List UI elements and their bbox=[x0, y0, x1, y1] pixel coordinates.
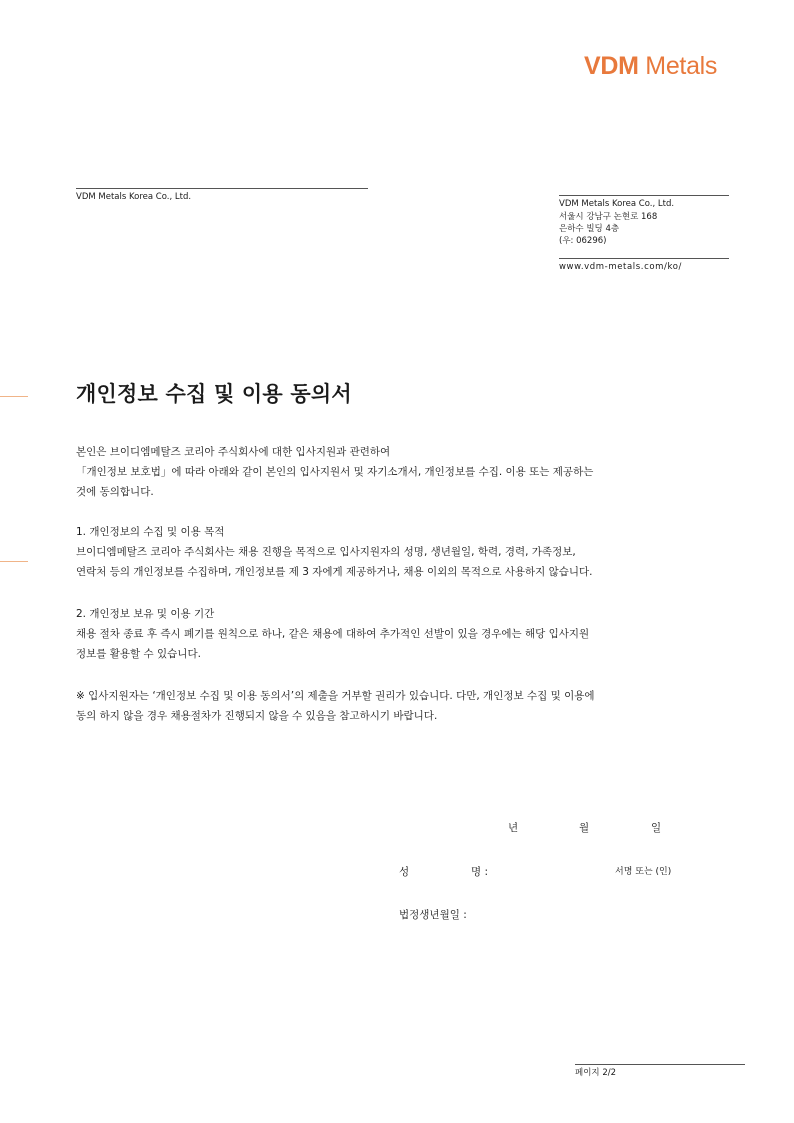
address-line-1: 서울시 강남구 논현로 168 bbox=[559, 212, 658, 222]
website-link[interactable]: www.vdm-metals.com/ko/ bbox=[559, 262, 682, 272]
date-month-label: 월 bbox=[579, 822, 590, 834]
fold-mark-top bbox=[0, 396, 28, 397]
signature-hint: 서명 또는 (인) bbox=[615, 867, 672, 877]
sender-line: VDM Metals Korea Co., Ltd. bbox=[76, 192, 192, 202]
intro-line: 본인은 브이디엠메탈즈 코리아 주식회사에 대한 입사지원과 관련하여 bbox=[76, 446, 391, 458]
note-line: ※ 입사지원자는 ‘개인정보 수집 및 이용 동의서’의 제출을 거부할 권리가 있습니다. 다만, 개인정보 수집 및 이용에 bbox=[76, 690, 595, 702]
name-label-first: 성 bbox=[399, 866, 410, 878]
birthdate-label: 법정생년월일 : bbox=[399, 909, 467, 921]
footer-divider bbox=[575, 1064, 745, 1065]
vdm-metals-logo: VDM Metals bbox=[584, 52, 718, 80]
intro-line: 「개인정보 보호법」에 따라 아래와 같이 본인의 입사지원서 및 자기소개서, 개인정보를 수집. 이용 또는 제공하는 bbox=[76, 466, 594, 478]
section-1-line: 브이디엠메탈즈 코리아 주식회사는 채용 진행을 목적으로 입사지원자의 성명, 생년월일, 학력, 경력, 가족정보, bbox=[76, 546, 576, 558]
section-2-heading: 2. 개인정보 보유 및 이용 기간 bbox=[76, 608, 215, 620]
address-line-2: 은하수 빌딩 4층 bbox=[559, 224, 620, 234]
address-company: VDM Metals Korea Co., Ltd. bbox=[559, 199, 675, 209]
sender-divider bbox=[76, 188, 368, 189]
section-1-heading: 1. 개인정보의 수집 및 이용 목적 bbox=[76, 526, 225, 538]
fold-mark-middle bbox=[0, 561, 28, 562]
consent-body bbox=[76, 442, 716, 726]
address-bottom-divider bbox=[559, 258, 729, 259]
address-line-3: (우: 06296) bbox=[559, 236, 607, 246]
page-title: 개인정보 수집 및 이용 동의서 bbox=[76, 382, 352, 406]
note-line: 동의 하지 않을 경우 채용절차가 진행되지 않을 수 있음을 참고하시기 바랍니다. bbox=[76, 710, 438, 722]
section-1-line: 연락처 등의 개인정보를 수집하며, 개인정보를 제 3 자에게 제공하거나, 채용 이외의 목적으로 사용하지 않습니다. bbox=[76, 566, 593, 578]
page-number: 페이지 2/2 bbox=[575, 1068, 617, 1078]
section-2-line: 정보를 활용할 수 있습니다. bbox=[76, 648, 201, 660]
intro-line: 것에 동의합니다. bbox=[76, 486, 154, 498]
date-year-label: 년 bbox=[508, 822, 519, 834]
name-label-second: 명 : bbox=[471, 866, 489, 878]
address-top-divider bbox=[559, 195, 729, 196]
date-day-label: 일 bbox=[651, 822, 662, 834]
section-2-line: 채용 절차 종료 후 즉시 폐기를 원칙으로 하나, 같은 채용에 대하여 추가적인 선발이 있을 경우에는 해당 입사지원 bbox=[76, 628, 590, 640]
